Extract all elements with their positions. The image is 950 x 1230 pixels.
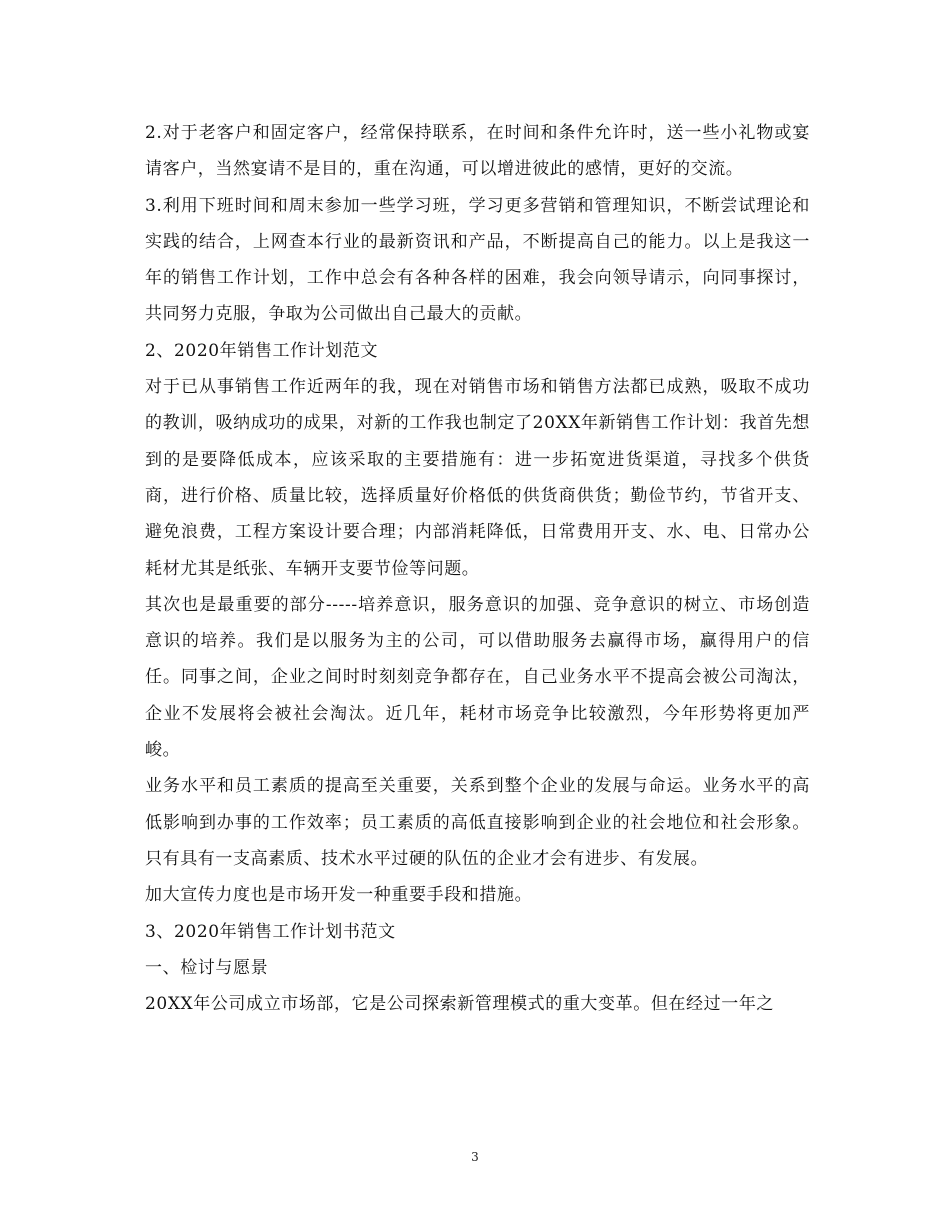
document-body [145, 115, 810, 1022]
paragraph-cost-reduction: 对于已从事销售工作近两年的我，现在对销售市场和销售方法都已成熟，吸取不成功的教训，吸纳成功的成果，对新的工作我也制定了20XX年新销售工作计划：我首先想到的是要降低成本，应该采取的主要措施有：进一步拓宽进货渠道，寻找多个供货商，进行价格、质量比较，选择质量好价格低的供货商供货；勤俭节约，节省开支、避免浪费，工程方案设计要合理；内部消耗降低，日常费用开支、水、电、日常办公耗材尤其是纸张、车辆开支要节俭等问题。 [145, 377, 810, 579]
paragraph-staff-quality: 业务水平和员工素质的提高至关重要，关系到整个企业的发展与命运。业务水平的高低影响到办事的工作效率；员工素质的高低直接影响到企业的社会地位和社会形象。只有具有一支高素质、技术水平过硬的队伍的企业才会有进步、有发展。 [145, 776, 810, 869]
paragraph-study-plan: 3.利用下班时间和周末参加一些学习班，学习更多营销和管理知识，不断尝试理论和实践的结合，上网查本行业的最新资讯和产品，不断提高自己的能力。以上是我这一年的销售工作计划，工作中总会有各种各样的困难，我会向领导请示，向同事探讨，共同努力克服，争取为公司做出自己最大的贡献。 [145, 195, 810, 325]
section-heading-2: 2、2020年销售工作计划范文 [145, 340, 379, 361]
section-heading-3: 3、2020年销售工作计划书范文 [145, 921, 396, 942]
paragraph-customer-contact: 2.对于老客户和固定客户，经常保持联系，在时间和条件允许时，送一些小礼物或宴请客户，当然宴请不是目的，重在沟通，可以增进彼此的感情，更好的交流。 [145, 123, 810, 180]
paragraph-awareness: 其次也是最重要的部分-----培养意识，服务意识的加强、竞争意识的树立、市场创造意识的培养。我们是以服务为主的公司，可以借助服务去赢得市场，赢得用户的信任。同事之间，企业之间时时刻刻竞争都存在，自己业务水平不提高会被公司淘汰，企业不发展将会被社会淘汰。近几年，耗材市场竞争比较激烈，今年形势将更加严峻。 [145, 594, 810, 761]
page-number: 3 [471, 1150, 479, 1164]
paragraph-market-department: 20XX年公司成立市场部，它是公司探索新管理模式的重大变革。但在经过一年之 [145, 994, 775, 1015]
subheading-review-vision: 一、检讨与愿景 [145, 957, 269, 978]
paragraph-publicity: 加大宣传力度也是市场开发一种重要手段和措施。 [145, 885, 533, 906]
